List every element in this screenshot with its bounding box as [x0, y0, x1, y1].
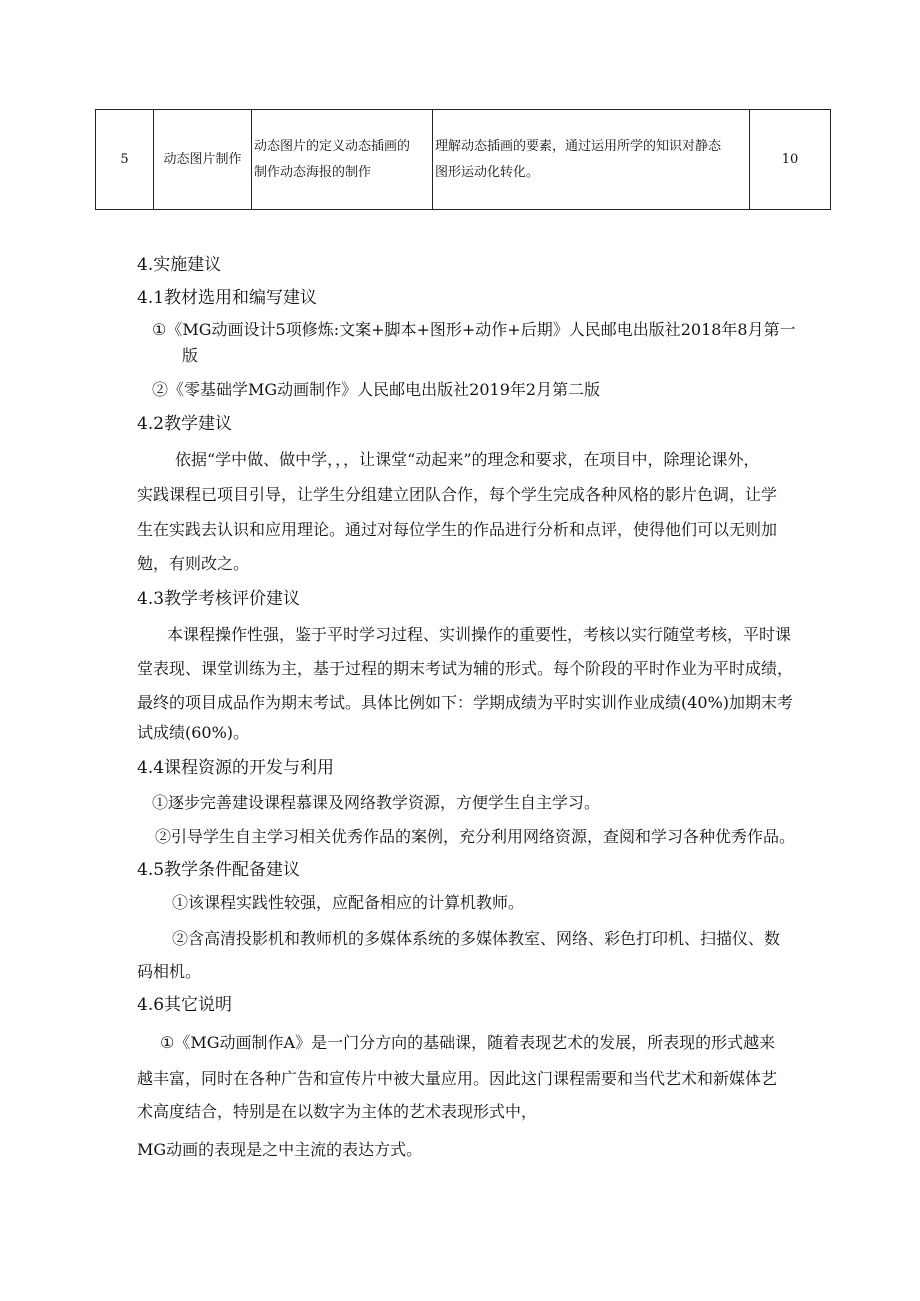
- subsection-heading: 4.6其它说明: [137, 995, 233, 1015]
- paragraph-line: 生在实践去认识和应用理论。通过对每位学生的作品进行分析和点评，使得他们可以无则加: [137, 520, 778, 539]
- list-item: ②引导学生自主学习相关优秀作品的案例，充分利用网络资源，查阅和学习各种优秀作品。: [155, 827, 796, 846]
- module-content-line: 制作动态海报的制作: [254, 164, 372, 180]
- paragraph-line: 试成绩(60%)。: [137, 723, 250, 742]
- list-item: ②含高清投影机和教师机的多媒体系统的多媒体教室、网络、彩色打印机、扫描仪、数: [172, 929, 781, 948]
- textbook-item: ②《零基础学MG动画制作》人民邮电出版社2019年2月第二版: [152, 380, 601, 399]
- list-item-continued: 码相机。: [137, 962, 202, 981]
- paragraph-line: MG动画的表现是之中主流的表达方式。: [137, 1140, 423, 1159]
- paragraph-line: 越丰富，同时在各种广告和宣传片中被大量应用。因此这门课程需要和当代艺术和新媒体艺: [137, 1069, 778, 1088]
- subsection-heading: 4.3教学考核评价建议: [137, 589, 301, 609]
- module-requirement-line: 图形运动化转化。: [435, 164, 540, 180]
- paragraph-line: 术高度结合，特别是在以数字为主体的艺术表现形式中，: [137, 1102, 538, 1121]
- course-content-table: [95, 109, 831, 210]
- module-requirement-line: 理解动态插画的要素，通过运用所学的知识对静态: [435, 138, 722, 154]
- module-requirement-cell: [433, 110, 750, 210]
- module-hours-cell: 10: [750, 110, 831, 210]
- table-row: [96, 110, 831, 210]
- module-content-cell: [252, 110, 433, 210]
- paragraph-line: ①《MG动画制作A》是一门分方向的基础课，随着表现艺术的发展，所表现的形式越来: [160, 1033, 776, 1052]
- module-content-line: 动态图片的定义动态插画的: [254, 138, 411, 154]
- row-number-cell: 5: [96, 110, 154, 210]
- paragraph-line: 依据“学中做、做中学，，，让课堂“动起来”的理念和要求，在项目中，除理论课外，: [175, 450, 760, 469]
- subsection-heading: 4.2教学建议: [137, 414, 233, 434]
- subsection-heading: 4.4课程资源的开发与利用: [137, 758, 335, 778]
- paragraph-line: 实践课程已项目引导，让学生分组建立团队合作，每个学生完成各种风格的影片色调，让学: [137, 485, 778, 504]
- paragraph-line: 勉，有则改之。: [137, 554, 250, 573]
- module-name-cell: 动态图片制作: [154, 110, 252, 210]
- subsection-heading: 4.5教学条件配备建议: [137, 860, 301, 880]
- paragraph-line: 最终的项目成品作为期末考试。具体比例如下：学期成绩为平时实训作业成绩(40%)加期末考: [137, 693, 794, 712]
- textbook-item-continued: 版: [182, 346, 199, 365]
- subsection-heading: 4.1教材选用和编写建议: [137, 288, 318, 308]
- list-item: ①逐步完善建设课程慕课及网络教学资源，方便学生自主学习。: [152, 793, 601, 812]
- section-heading: 4.实施建议: [137, 255, 222, 275]
- paragraph-line: 堂表现、课堂训练为主，基于过程的期末考试为辅的形式。每个阶段的平时作业为平时成绩，: [137, 659, 794, 678]
- paragraph-line: 本课程操作性强，鉴于平时学习过程、实训操作的重要性，考核以实行随堂考核，平时课: [167, 625, 792, 644]
- list-item: ①该课程实践性较强，应配备相应的计算机教师。: [172, 893, 525, 912]
- textbook-item: ①《MG动画设计5项修炼:文案+脚本+图形+动作+后期》人民邮电出版社2018年8月第一: [152, 320, 796, 339]
